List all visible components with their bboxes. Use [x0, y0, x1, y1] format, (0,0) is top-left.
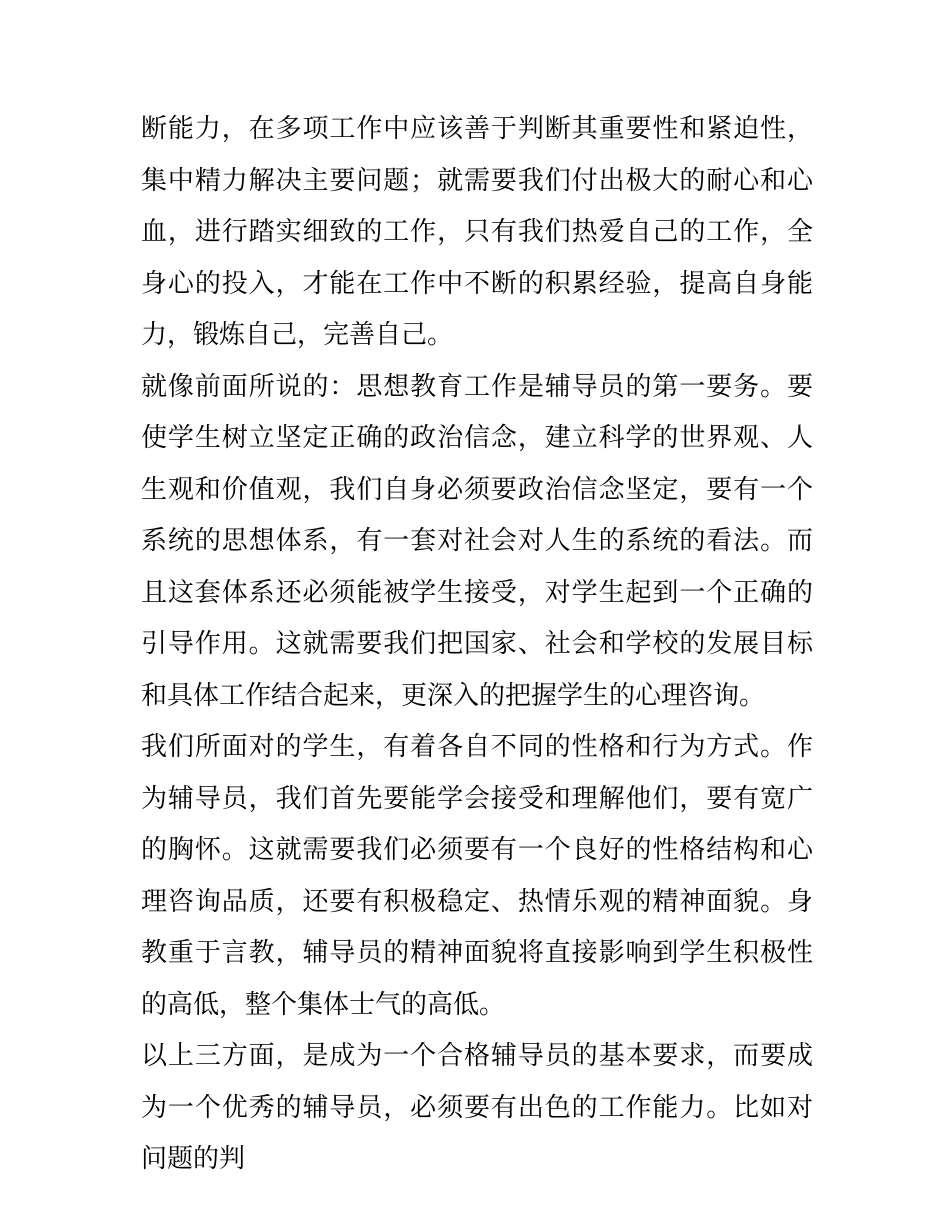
paragraph-2: 就像前面所说的：思想教育工作是辅导员的第一要务。要使学生树立坚定正确的政治信念，建立科学的世界观、人生观和价值观，我们自身必须要政治信念坚定，要有一个系统的思想体系，有一套对社会对人生的系统的看法。而且这套体系还必须能被学生接受，对学生起到一个正确的引导作用。这就需要我们把国家、社会和学校的发展目标和具体工作结合起来，更深入的把握学生的心理咨询。 — [141, 371, 813, 711]
paragraph-4: 以上三方面，是成为一个合格辅导员的基本要求，而要成为一个优秀的辅导员，必须要有出色的工作能力。比如对问题的判 — [141, 1041, 813, 1174]
paragraph-3: 我们所面对的学生，有着各自不同的性格和行为方式。作为辅导员，我们首先要能学会接受和理解他们，要有宽广的胸怀。这就需要我们必须要有一个良好的性格结构和心理咨询品质，还要有积极稳定、热情乐观的精神面貌。身教重于言教，辅导员的精神面貌将直接影响到学生积极性的高低，整个集体士气的高低。 — [141, 732, 813, 1020]
document-body — [141, 104, 813, 1186]
paragraph-1: 断能力，在多项工作中应该善于判断其重要性和紧迫性，集中精力解决主要问题；就需要我们付出极大的耐心和心血，进行踏实细致的工作，只有我们热爱自己的工作，全身心的投入，才能在工作中不断的积累经验，提高自身能力，锻炼自己，完善自己。 — [141, 114, 813, 350]
